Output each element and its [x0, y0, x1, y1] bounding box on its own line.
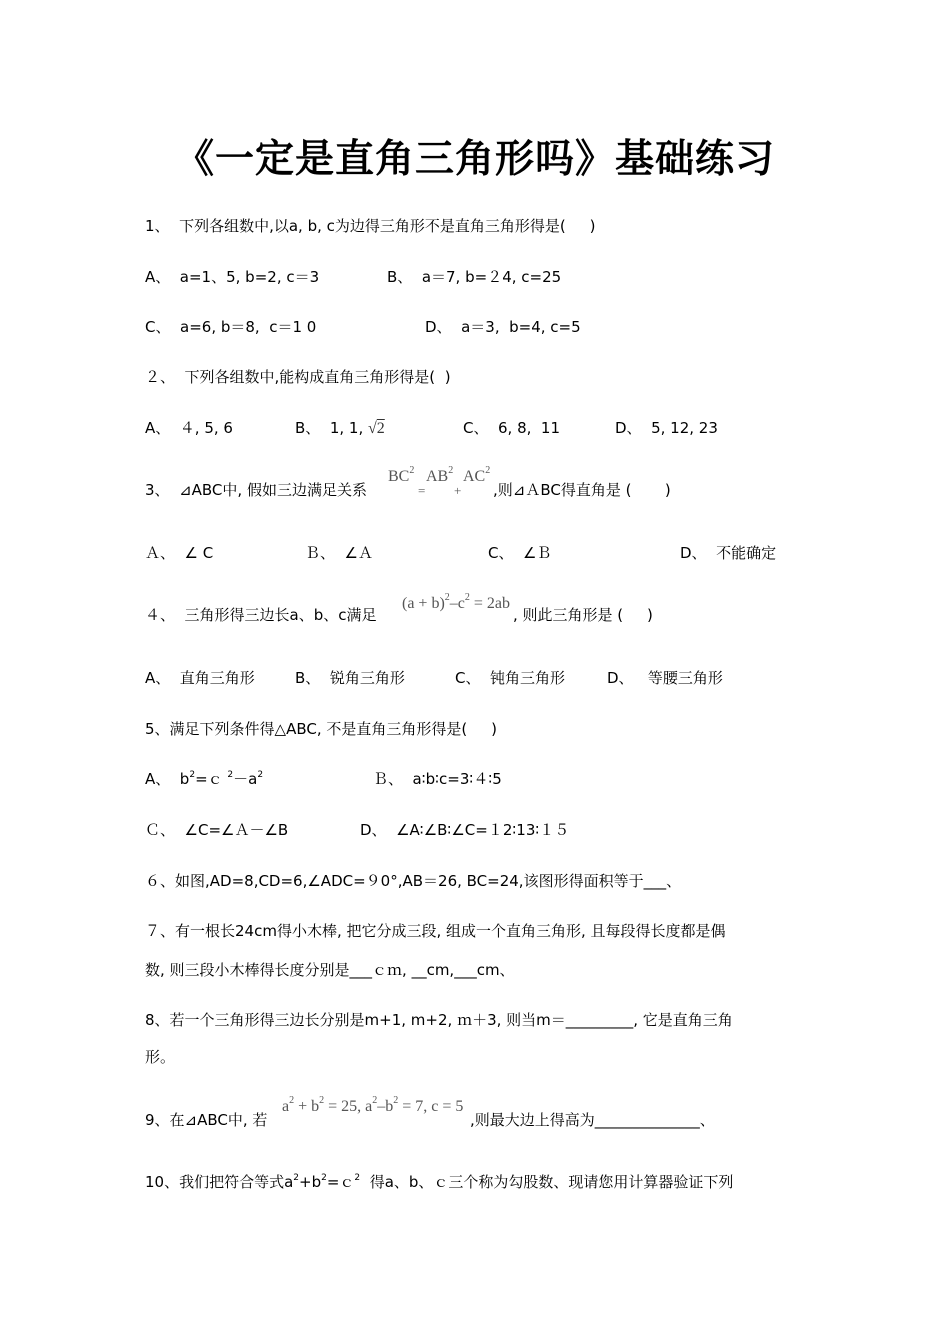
formula-part: (a + b) — [402, 595, 445, 612]
question-3-option-a: Ａ、 ∠ C — [145, 544, 214, 562]
question-6: ６、如图,AD=8,CD=6,∠ADC=９0°,AB＝26, BC=24,该图形得面积等于___、 — [145, 872, 682, 890]
question-4-option-d: D、 等腰三角形 — [607, 669, 723, 687]
option-a-exponent: 2 — [189, 770, 196, 780]
formula-exponent: 2 — [393, 1095, 399, 1106]
option-a-part: －a — [233, 770, 258, 788]
question-3-formula-ab — [426, 465, 454, 486]
question-1-option-a: A、 a=1、5, b=2, c＝3 — [145, 268, 320, 286]
question-3-option-b: Ｂ、 ∠Ａ — [305, 544, 373, 562]
formula-exponent: 2 — [372, 1095, 378, 1106]
question-7-line-2: 数, 则三段小木棒得长度分别是___ｃｍ, __cm,___cm、 — [145, 961, 515, 979]
formula-part: + b — [294, 1098, 320, 1115]
option-a-exponent: 2 — [257, 770, 264, 780]
question-5-stem: 5、满足下列条件得△ABC, 不是直角三角形得是( ) — [145, 720, 497, 738]
question-10-exponent: 2 — [293, 1173, 300, 1183]
question-2-option-b — [295, 418, 385, 439]
question-10-part: =ｃ — [326, 1173, 355, 1191]
question-10-exponent: 2 — [321, 1173, 327, 1183]
question-5-option-d: D、 ∠A∶∠B∶∠C=１2∶13∶１５ — [360, 821, 570, 839]
question-1-option-d: D、 a＝3, b=4, c=5 — [425, 318, 581, 336]
formula-part: = 2ab — [469, 595, 511, 612]
formula-part: = 7, c = 5 — [398, 1098, 464, 1115]
formula-ac-exponent: 2 — [485, 465, 491, 476]
sqrt-radicand: 2 — [376, 420, 385, 437]
question-3-option-d: D、 不能确定 — [680, 544, 777, 562]
question-4-option-a: A、 直角三角形 — [145, 669, 255, 687]
question-2-option-c: C、 6, 8, 11 — [463, 419, 561, 437]
page-title: 《一定是直角三角形吗》基础练习 — [174, 137, 775, 182]
formula-bc-exponent: 2 — [409, 465, 415, 476]
question-9-stem-start: 9、在⊿ABC中, 若 — [145, 1111, 268, 1129]
formula-exponent: 2 — [319, 1095, 325, 1106]
formula-exponent-1: 2 — [444, 592, 450, 603]
formula-part: –b — [377, 1098, 394, 1115]
option-a-part: A、 b — [145, 770, 190, 788]
question-1-option-b: B、 a＝7, b=２4, c=25 — [387, 268, 562, 286]
question-1-option-c: C、 a=6, b＝8, c＝1 0 — [145, 318, 317, 336]
formula-ab-label: AB — [426, 468, 449, 485]
question-2-option-b-text: B、 1, 1, — [295, 419, 368, 437]
question-2-option-a: A、 ４, 5, 6 — [145, 419, 233, 437]
question-3-stem-end: ,则⊿ＡBC得直角是 ( ) — [493, 481, 671, 499]
question-4-formula — [402, 592, 511, 613]
question-7-line-1: ７、有一根长24cm得小木棒, 把它分成三段, 组成一个直角三角形, 且每段得长度都是偶 — [145, 922, 726, 940]
question-4-stem-end: , 则此三角形是 ( ) — [513, 606, 653, 624]
question-4-option-c: C、 钝角三角形 — [455, 669, 566, 687]
question-9-stem-end: ,则最大边上得高为______________、 — [470, 1111, 715, 1129]
sqrt-symbol: √2 — [368, 420, 385, 437]
question-8-line-2: 形。 — [145, 1048, 176, 1066]
question-10-part: 得a、b、ｃ三个称为勾股数、现请您用计算器验证下列 — [360, 1173, 734, 1191]
formula-part: a — [282, 1098, 290, 1115]
formula-part: –c — [449, 595, 465, 612]
question-5-option-a — [145, 769, 263, 789]
formula-part: = 25, a — [324, 1098, 373, 1115]
formula-ab-exponent: 2 — [448, 465, 454, 476]
question-3-option-c: C、 ∠Ｂ — [488, 544, 552, 562]
question-2-stem: ２、 下列各组数中,能构成直角三角形得是( ) — [145, 368, 451, 386]
option-a-part: =ｃ — [195, 770, 228, 788]
formula-ac-label: AC — [463, 468, 486, 485]
formula-bc-label: BC — [388, 468, 410, 485]
question-3-formula-ac — [463, 465, 491, 486]
question-3-formula-plus: + — [454, 483, 462, 498]
question-4-stem-start: ４、 三角形得三边长a、b、c满足 — [145, 606, 377, 624]
option-a-exponent: 2 — [227, 770, 234, 780]
question-8-line-1: 8、若一个三角形得三边长分别是m+1, m+2, ｍ＋3, 则当m＝_________, 它是直角三角 — [145, 1011, 733, 1029]
question-3-formula-eq: = — [418, 483, 426, 498]
question-10-part: 10、我们把符合等式a — [145, 1173, 294, 1191]
formula-exponent-2: 2 — [464, 592, 470, 603]
question-2-option-d: D、 5, 12, 23 — [615, 419, 718, 437]
question-10-exponent: 2 — [354, 1173, 361, 1183]
question-4-option-b: B、 锐角三角形 — [295, 669, 405, 687]
question-10 — [145, 1172, 733, 1192]
question-5-option-c: Ｃ、 ∠C=∠Ａ－∠B — [145, 821, 289, 839]
question-10-part: +b — [299, 1173, 322, 1191]
question-3-stem-start: 3、 ⊿ABC中, 假如三边满足关系 — [145, 481, 367, 499]
question-3-formula-bc — [388, 465, 415, 486]
question-1-stem: 1、 下列各组数中,以a, b, c为边得三角形不是直角三角形得是( ) — [145, 217, 596, 235]
formula-exponent: 2 — [289, 1095, 295, 1106]
question-5-option-b: Ｂ、 a∶b∶c=3∶４∶5 — [373, 770, 502, 788]
question-9-formula — [282, 1095, 464, 1116]
